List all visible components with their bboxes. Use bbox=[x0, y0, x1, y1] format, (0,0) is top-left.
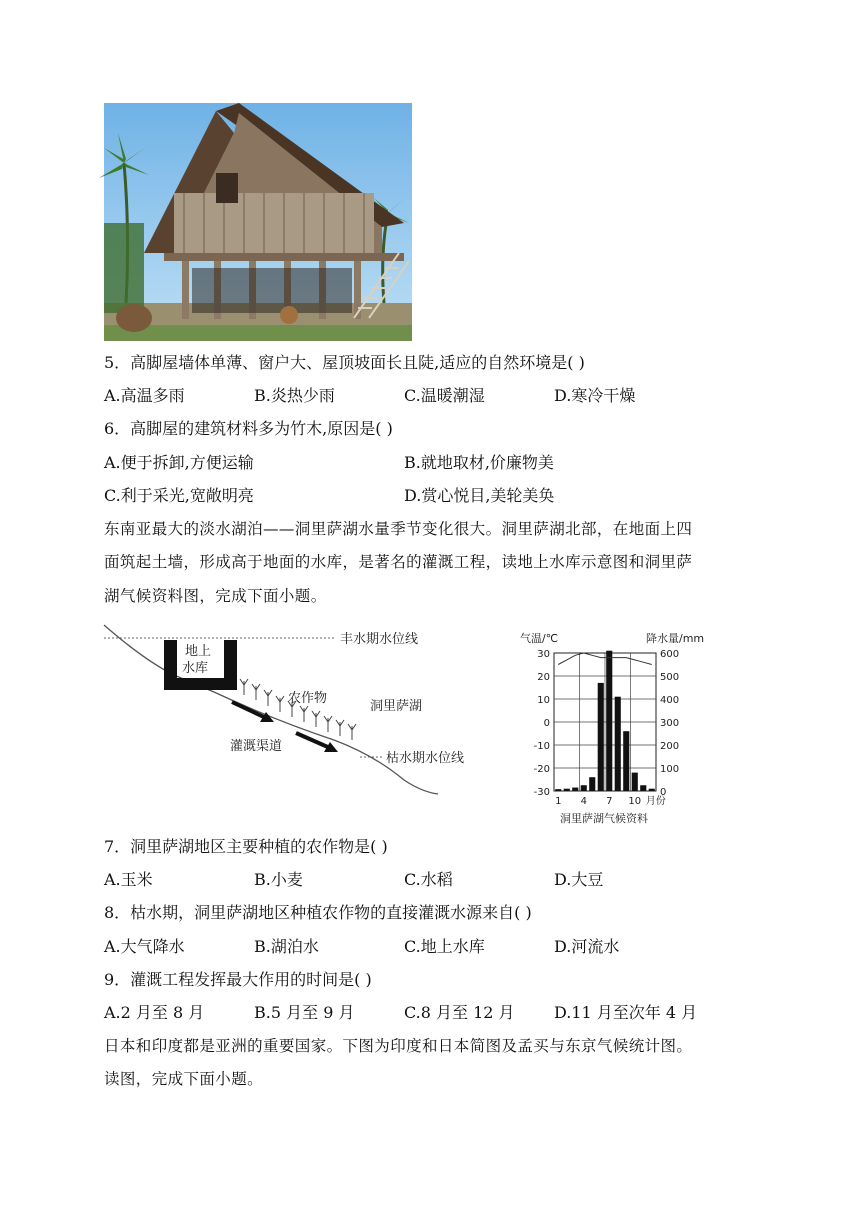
passage-2-line-2: 读图，完成下面小题。 bbox=[104, 1070, 264, 1088]
precipitation-bar bbox=[564, 789, 570, 791]
q7-option-b[interactable]: B.小麦 bbox=[254, 870, 303, 889]
right-tick-label: 200 bbox=[660, 741, 680, 752]
right-tick-label: 600 bbox=[660, 649, 680, 660]
reservoir-label-1: 地上 bbox=[185, 644, 212, 659]
right-tick-label: 100 bbox=[660, 764, 680, 775]
q9-option-c[interactable]: C.8 月至 12 月 bbox=[404, 1003, 515, 1022]
flood-line-label: 丰水期水位线 bbox=[340, 632, 419, 647]
passage-1-line-2: 面筑起土墙，形成高于地面的水库，是著名的灌溉工程，读地上水库示意图和洞里萨 bbox=[104, 553, 693, 571]
left-tick-label: -30 bbox=[533, 787, 550, 798]
q6-option-c[interactable]: C.利于采光,宽敞明亮 bbox=[104, 486, 254, 505]
question-5-stem: 5．高脚屋墙体单薄、窗户大、屋顶坡面长且陡,适应的自然环境是( ) bbox=[104, 353, 585, 372]
crops-label: 农作物 bbox=[288, 691, 328, 706]
q8-option-d[interactable]: D.河流水 bbox=[554, 937, 620, 956]
passage-2-line-1: 日本和印度都是亚洲的重要国家。下图为印度和日本简图及孟买与东京气候统计图。 bbox=[104, 1037, 693, 1055]
precipitation-bar bbox=[555, 789, 561, 791]
q9-option-b[interactable]: B.5 月至 9 月 bbox=[254, 1003, 355, 1022]
left-axis-label: 气温/℃ bbox=[520, 632, 559, 645]
question-7-stem: 7．洞里萨湖地区主要种植的农作物是( ) bbox=[104, 837, 388, 856]
q5-option-d[interactable]: D.寒冷干燥 bbox=[554, 386, 636, 405]
q9-option-d[interactable]: D.11 月至次年 4 月 bbox=[554, 1003, 698, 1022]
x-tick-label: 10 bbox=[628, 796, 642, 807]
q5-option-a[interactable]: A.高温多雨 bbox=[104, 386, 185, 405]
left-tick-label: 10 bbox=[537, 695, 550, 706]
precipitation-bar bbox=[598, 683, 604, 791]
left-tick-label: -20 bbox=[533, 764, 550, 775]
dry-line-label: 枯水期水位线 bbox=[386, 751, 465, 766]
q6-option-d[interactable]: D.赏心悦目,美轮美奂 bbox=[404, 486, 555, 505]
right-axis-label: 降水量/mm bbox=[646, 632, 705, 645]
precipitation-bar bbox=[581, 785, 587, 791]
q5-option-b[interactable]: B.炎热少雨 bbox=[254, 386, 335, 405]
question-9-stem: 9．灌溉工程发挥最大作用的时间是( ) bbox=[104, 970, 372, 989]
reservoir-label-2: 水库 bbox=[182, 661, 209, 676]
q8-option-c[interactable]: C.地上水库 bbox=[404, 937, 485, 956]
left-tick-label: 0 bbox=[543, 718, 550, 729]
right-tick-label: 400 bbox=[660, 695, 680, 706]
climate-chart bbox=[516, 628, 716, 826]
question-6-stem: 6．高脚屋的建筑材料多为竹木,原因是( ) bbox=[104, 419, 393, 438]
passage-1-line-3: 湖气候资料图，完成下面小题。 bbox=[104, 587, 327, 605]
q7-option-c[interactable]: C.水稻 bbox=[404, 870, 453, 889]
q7-option-a[interactable]: A.玉米 bbox=[104, 870, 153, 889]
q5-option-c[interactable]: C.温暖潮湿 bbox=[404, 386, 485, 405]
x-tick-label: 7 bbox=[606, 796, 613, 807]
precipitation-bar bbox=[589, 777, 595, 791]
stilt-house-photo bbox=[104, 103, 412, 341]
right-tick-label: 0 bbox=[660, 787, 667, 798]
q7-option-d[interactable]: D.大豆 bbox=[554, 870, 604, 889]
canal-label: 灌溉渠道 bbox=[230, 739, 283, 754]
left-tick-label: 20 bbox=[537, 672, 550, 683]
precipitation-bar bbox=[640, 785, 646, 791]
question-8-stem: 8．枯水期，洞里萨湖地区种植农作物的直接灌溉水源来自( ) bbox=[104, 903, 532, 922]
lake-label: 洞里萨湖 bbox=[370, 699, 423, 714]
x-tick-label: 1 bbox=[555, 796, 562, 807]
x-axis-label: 月份 bbox=[645, 796, 666, 807]
q8-option-b[interactable]: B.湖泊水 bbox=[254, 937, 319, 956]
precipitation-bar bbox=[606, 651, 612, 791]
precipitation-bar bbox=[572, 788, 578, 791]
passage-1-line-1: 东南亚最大的淡水湖泊——洞里萨湖水量季节变化很大。洞里萨湖北部，在地面上四 bbox=[104, 520, 693, 538]
x-tick-label: 4 bbox=[580, 796, 587, 807]
crop-icons bbox=[240, 679, 356, 740]
precipitation-bar bbox=[623, 731, 629, 791]
precipitation-bar bbox=[632, 773, 638, 791]
q6-option-a[interactable]: A.便于拆卸,方便运输 bbox=[104, 453, 254, 472]
reservoir-diagram bbox=[104, 620, 465, 800]
left-tick-label: -10 bbox=[533, 741, 550, 752]
left-tick-label: 30 bbox=[537, 649, 550, 660]
chart-title: 洞里萨湖气候资料 bbox=[560, 812, 648, 825]
q9-option-a[interactable]: A.2 月至 8 月 bbox=[104, 1003, 205, 1022]
q6-option-b[interactable]: B.就地取材,价廉物美 bbox=[404, 453, 554, 472]
precipitation-bar bbox=[649, 789, 655, 791]
right-tick-label: 500 bbox=[660, 672, 680, 683]
precipitation-bar bbox=[615, 697, 621, 791]
q8-option-a[interactable]: A.大气降水 bbox=[104, 937, 185, 956]
right-tick-label: 300 bbox=[660, 718, 680, 729]
